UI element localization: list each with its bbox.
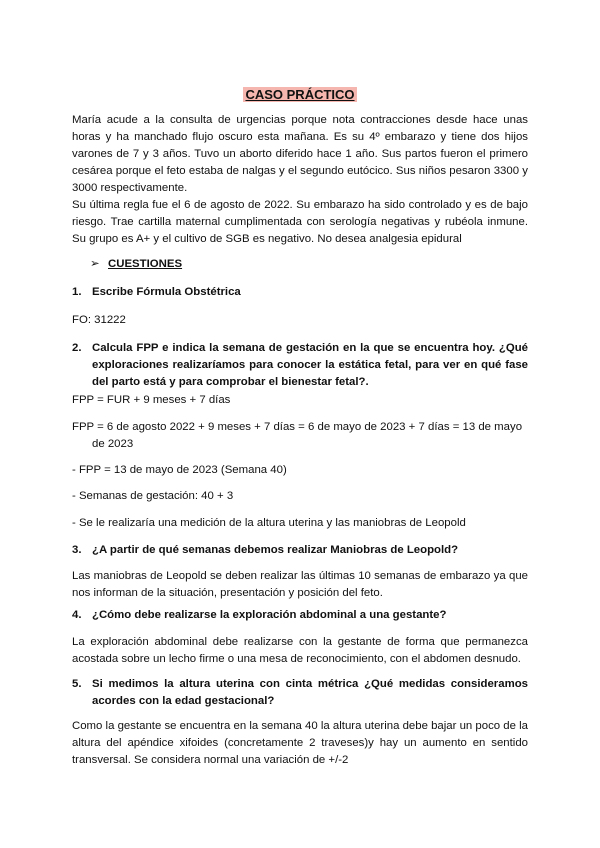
- question-number: 4.: [72, 609, 82, 621]
- question-number: 5.: [72, 678, 82, 690]
- question-2: [72, 340, 528, 391]
- question-text: ¿A partir de qué semanas debemos realizar Maniobras de Leopold?: [92, 544, 459, 556]
- question-number: 2.: [72, 342, 82, 354]
- question-5: [72, 676, 528, 710]
- question-4: [72, 607, 528, 624]
- question-3: [72, 542, 528, 559]
- question-text: ¿Cómo debe realizarse la exploración abdominal a una gestante?: [92, 609, 447, 621]
- question-1: [72, 284, 528, 301]
- answer-2-line-2: [72, 419, 528, 453]
- title-text: CASO PRÁCTICO: [245, 87, 355, 102]
- document-title: [0, 86, 600, 105]
- question-text: Si medimos la altura uterina con cinta métrica ¿Qué medidas consideramos acordes con la edad gestacional?: [92, 678, 528, 707]
- answer-2-line-3: - FPP = 13 de mayo de 2023 (Semana 40): [72, 464, 287, 476]
- answer-2-line-1: FPP = FUR + 9 meses + 7 días: [72, 394, 231, 406]
- question-text: Escribe Fórmula Obstétrica: [92, 286, 241, 298]
- arrow-bullet-icon: ➢: [90, 258, 100, 270]
- answer-2-line-4: - Semanas de gestación: 40 + 3: [72, 490, 234, 502]
- answer-3: Las maniobras de Leopold se deben realizar las últimas 10 semanas de embarazo ya que nos informan de la situación, presentación y posición del feto.: [72, 570, 528, 599]
- case-paragraph-2: Su última regla fue el 6 de agosto de 2022. Su embarazo ha sido controlado y es de bajo riesgo. Trae cartilla maternal cumplimentada con serología negativas y rubéola inmune. Su grupo es A+ y el cultivo de SGB es negativo. No desea analgesia epidural: [72, 199, 528, 245]
- answer-5: Como la gestante se encuentra en la semana 40 la altura uterina debe bajar un poco de la altura del apéndice xifoides (concretamente 2 traveses)y hay un aumento en sentido transversal. Se considera normal una variación de +/-2: [72, 720, 528, 766]
- answer-2-line-5: - Se le realizaría una medición de la altura uterina y las maniobras de Leopold: [72, 517, 466, 529]
- section-label: CUESTIONES: [108, 258, 183, 270]
- question-number: 1.: [72, 286, 82, 298]
- answer-1-line-1: FO: 31222: [72, 314, 126, 326]
- case-paragraph-1: María acude a la consulta de urgencias porque nota contracciones desde hace unas horas y ha manchado flujo oscuro esta mañana. Es su 4º embarazo y tiene dos hijos varones de 7 y 3 años. Tuvo un aborto diferido hace 1 año. Sus partos fueron el primero cesárea porque el feto estaba de nalgas y el segundo eutócico. Sus niños pesaron 3300 y 3000 respectivamente.: [72, 114, 528, 194]
- answer-2-formula: FPP = 6 de agosto 2022 + 9 meses + 7 días = 6 de mayo de 2023 + 7 días = 13 de mayo de 2023: [72, 421, 523, 450]
- question-number: 3.: [72, 544, 82, 556]
- answer-4: La exploración abdominal debe realizarse con la gestante de forma que permanezca acostada sobre un lecho firme o una mesa de reconocimiento, con el abdomen desnudo.: [72, 636, 528, 665]
- question-text: Calcula FPP e indica la semana de gestación en la que se encuentra hoy. ¿Qué exploraciones realizaríamos para conocer la estática fetal, para ver en qué fase del parto está y para comprobar el bienestar fetal?.: [92, 342, 528, 388]
- section-heading: [90, 256, 182, 273]
